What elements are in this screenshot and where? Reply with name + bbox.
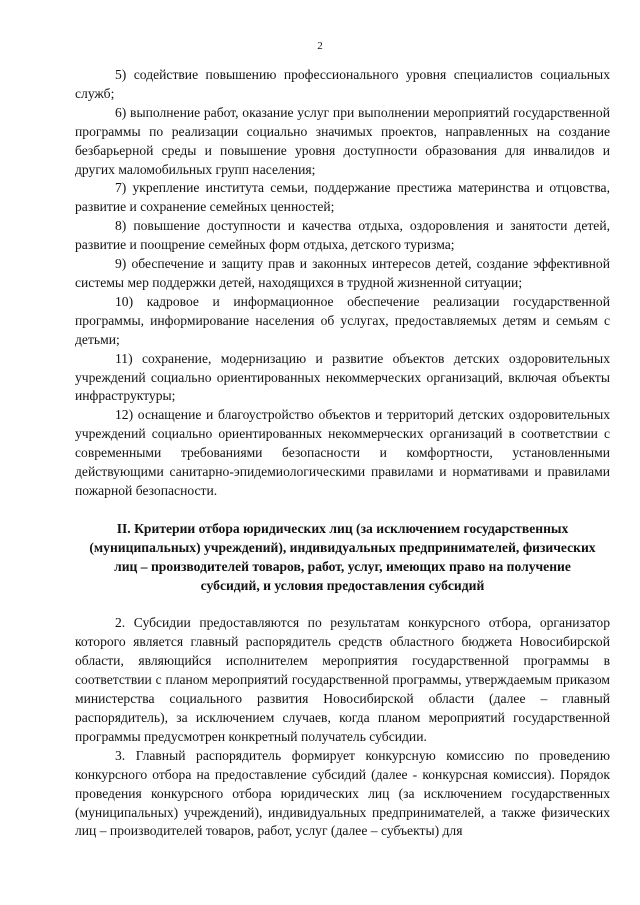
list-item: 8) повышение доступности и качества отдыха, оздоровления и занятости детей, развитие и поощрение семейных форм отдыха, детского туризма; [75,218,610,253]
list-item: 6) выполнение работ, оказание услуг при выполнении мероприятий государственной программы по реализации социально значимых проектов, направленных на создание безбарьерной среды и повышение уровня доступности образования для инвалидов и других маломобильных групп населения; [75,104,610,177]
section-paragraph: 2. Субсидии предоставляются по результатам конкурсного отбора, организатор которого является главный распорядитель средств областного бюджета Новосибирской области, являющийся исполнителем мероприятия государственной программы в соответствии с планом мероприятий государственной программы, утверждаемым приказом министерства социального развития Новосибирской области (далее – главный распорядитель), за исключением случаев, когда планом мероприятий государственной программы предусмотрен конкретный получатель субсидии. [75,615,610,744]
list-item: 9) обеспечение и защиту прав и законных интересов детей, создание эффективной системы мер поддержки детей, находящихся в трудной жизненной ситуации; [75,256,610,290]
document-body [75,66,610,841]
list-item: 5) содействие повышению профессионального уровня специалистов социальных служб; [75,67,610,101]
section-paragraph: 3. Главный распорядитель формирует конкурсную комиссию по проведению конкурсного отбора на предоставление субсидий (далее - конкурсная комиссия). Порядок проведения конкурсного отбора юридических лиц (за исключением государственных (муниципальных) учреждений), индивидуальных предпринимателей, а также физических лиц – производителей товаров, работ, услуг (далее – субъекты) для [75,747,610,839]
list-item: 7) укрепление института семьи, поддержание престижа материнства и отцовства, развитие и сохранение семейных ценностей; [75,180,610,215]
list-item: 11) сохранение, модернизацию и развитие объектов детских оздоровительных учреждений социально ориентированных некоммерческих организаций, включая объекты инфраструктуры; [75,350,610,404]
section-heading: II. Критерии отбора юридических лиц (за исключением государственных (муниципальных) учреждений), индивидуальных предпринимателей, физических лиц – производителей товаров, работ, услуг, имеющих право на получение субсидий, и условия предоставления субсидий [89,520,596,593]
page-number: 2 [317,40,323,52]
list-item: 12) оснащение и благоустройство объектов и территорий детских оздоровительных учреждений социально ориентированных некоммерческих организаций в соответствии с современными требованиями безопасности и комфортности, установленными действующими санитарно-эпидемиологическими правилами и нормативами и правилами пожарной безопасности. [75,407,610,498]
list-item: 10) кадровое и информационное обеспечение реализации государственной программы, информирование населения об услугах, предоставляемых детям и семьям с детьми; [75,293,610,347]
